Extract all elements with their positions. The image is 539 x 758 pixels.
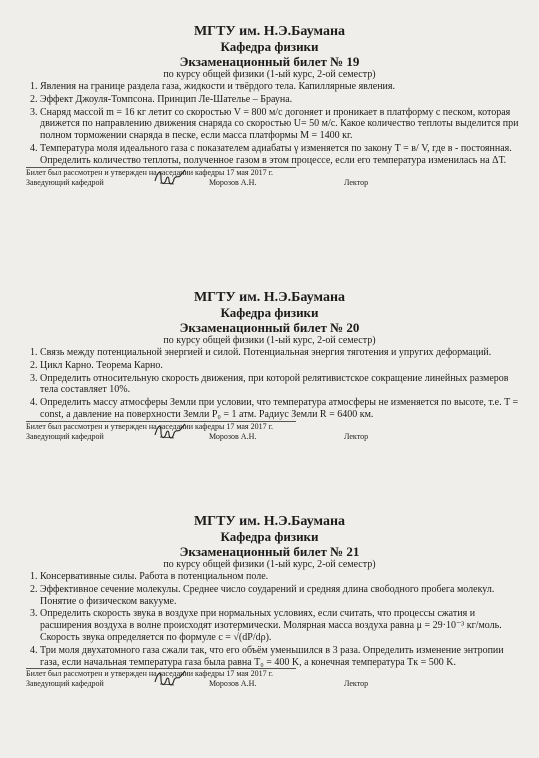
head-of-department-label: Заведующий кафедрой	[26, 431, 104, 441]
department-title: Кафедра физики	[220, 39, 319, 54]
question-item: 4. Определить массу атмосферы Земли при условии, что температура атмосферы не изменяется по высоте, т.е. T = const, а давление на поверхности Земли P₀ = 1 атм. Радиус Земли R = 6400 км.	[40, 397, 525, 421]
university-title: МГТУ им. Н.Э.Баумана	[193, 290, 346, 305]
question-item: 3. Определить скорость звука в воздухе при нормальных условиях, если считать, что процессы сжатия и расширения воздуха в волне происходят изотермически. Молярная масса воздуха равна μ = 29·10⁻³ кг/моль. Скорость звука определяется по формуле c = √(dP/dρ).	[40, 608, 525, 643]
question-item: 1. Консервативные силы. Работа в потенциальном поле.	[40, 571, 525, 583]
question-item: 3. Снаряд массой m = 16 кг летит со скоростью V = 800 м/с догоняет и проникает в платформу с песком, которая движется по направлению движения снаряда со скоростью U= 50 м/с. Какое количество теплоты выделится при полном торможении снаряда в песке, если масса платформы M = 1400 кг.	[40, 107, 525, 142]
head-name: Морозов А.Н.	[209, 679, 257, 689]
university-title: МГТУ им. Н.Э.Баумана	[193, 24, 346, 39]
course-line: по курсу общей физики (1-ый курс, 2-ой семестр)	[163, 69, 376, 80]
university-title: МГТУ им. Н.Э.Баумана	[193, 514, 346, 529]
question-item: 2. Эффект Джоуля-Томпсона. Принцип Ле-Шателье – Брауна.	[40, 94, 525, 106]
question-item: 2. Эффективное сечение молекулы. Среднее число соударений и средняя длина свободного пробега молекул. Понятие о физическом вакууме.	[40, 584, 525, 608]
head-of-department-label: Заведующий кафедрой	[26, 679, 104, 689]
question-item: 2. Цикл Карно. Теорема Карно.	[40, 360, 525, 372]
approval-line: Билет был рассмотрен и утвержден на заседании кафедры 17 мая 2017 г.	[26, 421, 273, 431]
lecturer-label: Лектор	[344, 679, 369, 689]
exam-ticket-19	[0, 6, 539, 194]
lecturer-label: Лектор	[344, 177, 369, 187]
question-item: 3. Определить относительную скорость движения, при которой релятивистское сокращение линейных размеров тела составляет 10%.	[40, 373, 525, 397]
course-line: по курсу общей физики (1-ый курс, 2-ой семестр)	[163, 559, 376, 570]
head-name: Морозов А.Н.	[209, 177, 257, 187]
handwritten-signature	[152, 166, 190, 188]
approval-line: Билет был рассмотрен и утвержден на заседании кафедры 17 мая 2017 г.	[26, 167, 273, 177]
lecturer-label: Лектор	[344, 431, 369, 441]
question-list	[0, 347, 539, 421]
question-item: 4. Температура моля идеального газа с показателем адиабаты γ изменяется по закону T = в/ V, где в - постоянная. Определить количество теплоты, полученное газом в этом процессе, если его температура изменилась на ΔТ.	[40, 143, 525, 167]
approval-footer	[26, 168, 496, 194]
ticket-title: Экзаменационный билет № 20	[179, 320, 360, 335]
department-title: Кафедра физики	[220, 305, 319, 320]
exam-ticket-21	[0, 514, 539, 695]
question-item: 1. Явления на границе раздела газа, жидкости и твёрдого тела. Капиллярные явления.	[40, 81, 525, 93]
head-name: Морозов А.Н.	[209, 431, 257, 441]
approval-footer	[26, 422, 496, 448]
head-of-department-label: Заведующий кафедрой	[26, 177, 104, 187]
question-list	[0, 81, 539, 167]
ticket-title: Экзаменационный билет № 21	[179, 544, 360, 559]
approval-footer	[26, 669, 496, 695]
department-title: Кафедра физики	[220, 529, 319, 544]
course-line: по курсу общей физики (1-ый курс, 2-ой семестр)	[163, 335, 376, 346]
question-item: 4. Три моля двухатомного газа сжали так, что его объём уменьшился в 3 раза. Определить изменение энтропии газа, если начальная температура газа была равна T₀ = 400 K, а конечная температура Tк = 500 K.	[40, 645, 525, 669]
ticket-title: Экзаменационный билет № 19	[179, 54, 360, 69]
approval-line: Билет был рассмотрен и утвержден на заседании кафедры 17 мая 2017 г.	[26, 669, 273, 679]
exam-ticket-20	[0, 290, 539, 448]
handwritten-signature	[152, 420, 190, 442]
handwritten-signature	[152, 667, 190, 689]
question-list	[0, 571, 539, 668]
question-item: 1. Связь между потенциальной энергией и силой. Потенциальная энергия тяготения и упругих деформаций.	[40, 347, 525, 359]
